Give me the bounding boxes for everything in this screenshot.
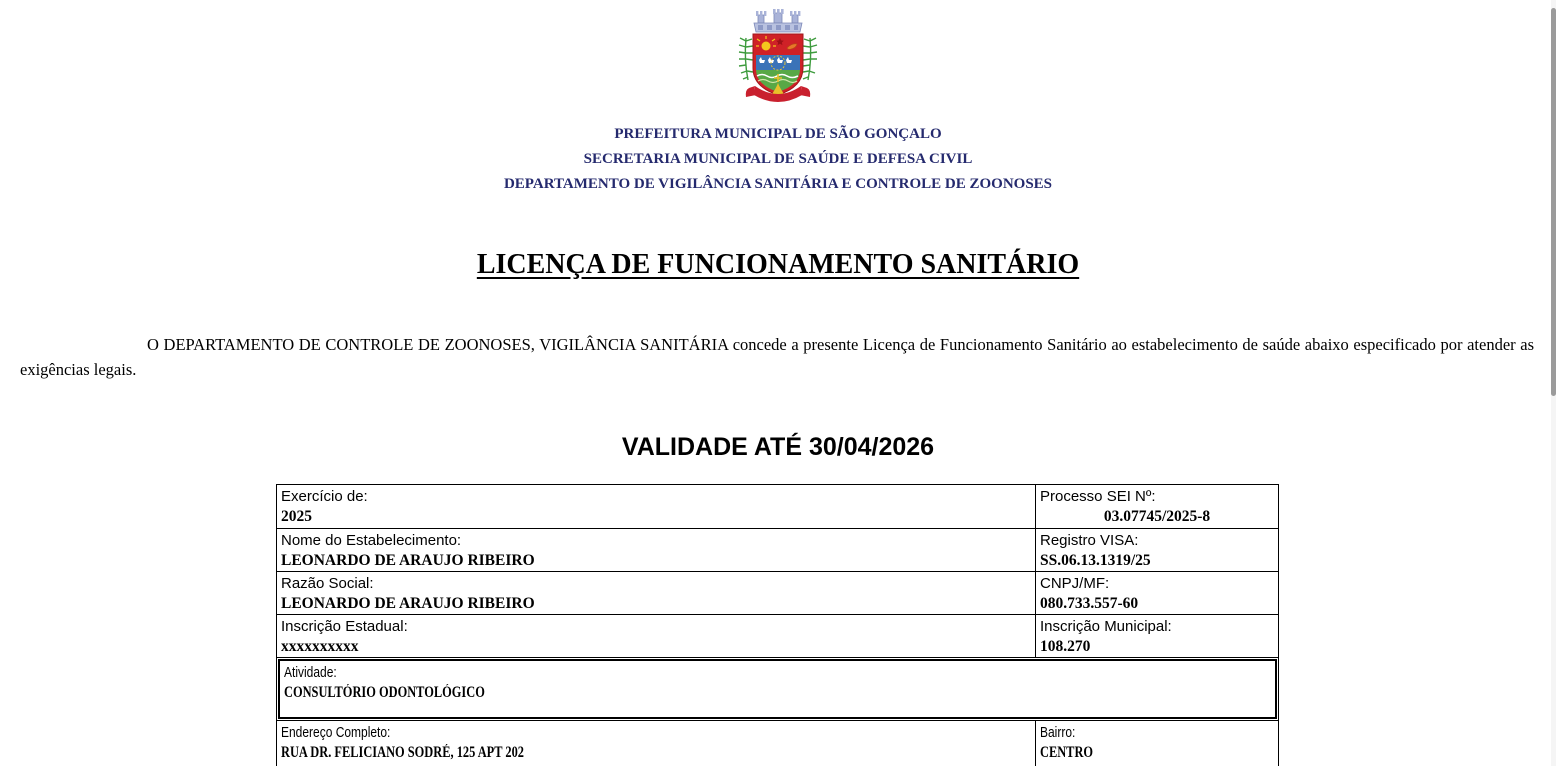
atividade-label: Atividade:	[284, 664, 337, 681]
table-row-exercicio-processo	[277, 485, 1278, 528]
atividade-cell	[278, 659, 1277, 719]
processo-sei-label: Processo SEI Nº:	[1040, 488, 1156, 505]
shield-shape	[753, 34, 803, 96]
inscricao-estadual-cell	[277, 615, 1036, 657]
inscricao-municipal-cell	[1036, 615, 1278, 657]
nome-estabelecimento-value: LEONARDO DE ARAUJO RIBEIRO	[281, 552, 535, 569]
table-row-nome-registro	[277, 528, 1278, 571]
processo-sei-value: 03.07745/2025-8	[1103, 508, 1211, 525]
table-row-endereco-bairro	[277, 720, 1278, 766]
endereco-value: RUA DR. FELICIANO SODRÉ, 125 APT 202	[281, 744, 524, 761]
cnpj-mf-cell	[1036, 572, 1278, 614]
org-line-departamento: DEPARTAMENTO DE VIGILÂNCIA SANITÁRIA E CONTROLE DE ZOONOSES	[503, 176, 1053, 192]
nome-estabelecimento-label: Nome do Estabelecimento:	[281, 532, 462, 549]
registro-visa-value: SS.06.13.1319/25	[1040, 552, 1151, 569]
document-title: LICENÇA DE FUNCIONAMENTO SANITÁRIO	[476, 249, 1080, 280]
exercicio-value: 2025	[281, 508, 312, 525]
razao-social-value: LEONARDO DE ARAUJO RIBEIRO	[281, 595, 535, 612]
bairro-label: Bairro:	[1040, 724, 1076, 741]
sao-goncalo-coat-of-arms-icon	[736, 8, 820, 107]
scrollbar-thumb[interactable]	[1551, 8, 1556, 396]
vertical-scrollbar[interactable]	[1551, 0, 1556, 766]
org-line-prefeitura: PREFEITURA MUNICIPAL DE SÃO GONÇALO	[614, 126, 942, 142]
nome-estabelecimento-cell	[277, 529, 1036, 571]
razao-social-cell	[277, 572, 1036, 614]
crown-shape	[754, 9, 802, 32]
org-line-secretaria: SECRETARIA MUNICIPAL DE SAÚDE E DEFESA CIVIL	[583, 151, 973, 167]
license-table	[276, 484, 1279, 766]
table-row-atividade	[277, 657, 1278, 720]
inscricao-municipal-label: Inscrição Municipal:	[1040, 618, 1172, 635]
bairro-cell	[1036, 721, 1278, 766]
cnpj-mf-value: 080.733.557-60	[1040, 595, 1139, 612]
razao-social-label: Razão Social:	[281, 575, 374, 592]
bairro-value: CENTRO	[1040, 744, 1094, 761]
right-branch-shape	[803, 38, 817, 80]
endereco-cell	[277, 721, 1036, 766]
endereco-label: Endereço Completo:	[281, 724, 391, 741]
atividade-value: CONSULTÓRIO ODONTOLÓGICO	[284, 684, 485, 701]
registro-visa-label: Registro VISA:	[1040, 532, 1139, 549]
table-row-inscricoes	[277, 614, 1278, 657]
inscricao-municipal-value: 108.270	[1040, 638, 1091, 655]
intro-paragraph: O DEPARTAMENTO DE CONTROLE DE ZOONOSES, VIGILÂNCIA SANITÁRIA concede a presente Licença de Funcionamento Sanitário ao estabelecimento de saúde abaixo especificado por atender as exigências legais.	[20, 335, 1534, 379]
table-row-razao-cnpj	[277, 571, 1278, 614]
left-branch-shape	[739, 38, 753, 80]
exercicio-cell	[277, 485, 1036, 528]
exercicio-label: Exercício de:	[281, 488, 368, 505]
processo-sei-cell	[1036, 485, 1278, 528]
inscricao-estadual-label: Inscrição Estadual:	[281, 618, 408, 635]
registro-visa-cell	[1036, 529, 1278, 571]
organization-header	[0, 122, 1556, 197]
cnpj-mf-label: CNPJ/MF:	[1040, 575, 1110, 592]
inscricao-estadual-value: xxxxxxxxxx	[281, 638, 359, 655]
validity-heading: VALIDADE ATÉ 30/04/2026	[621, 433, 935, 461]
